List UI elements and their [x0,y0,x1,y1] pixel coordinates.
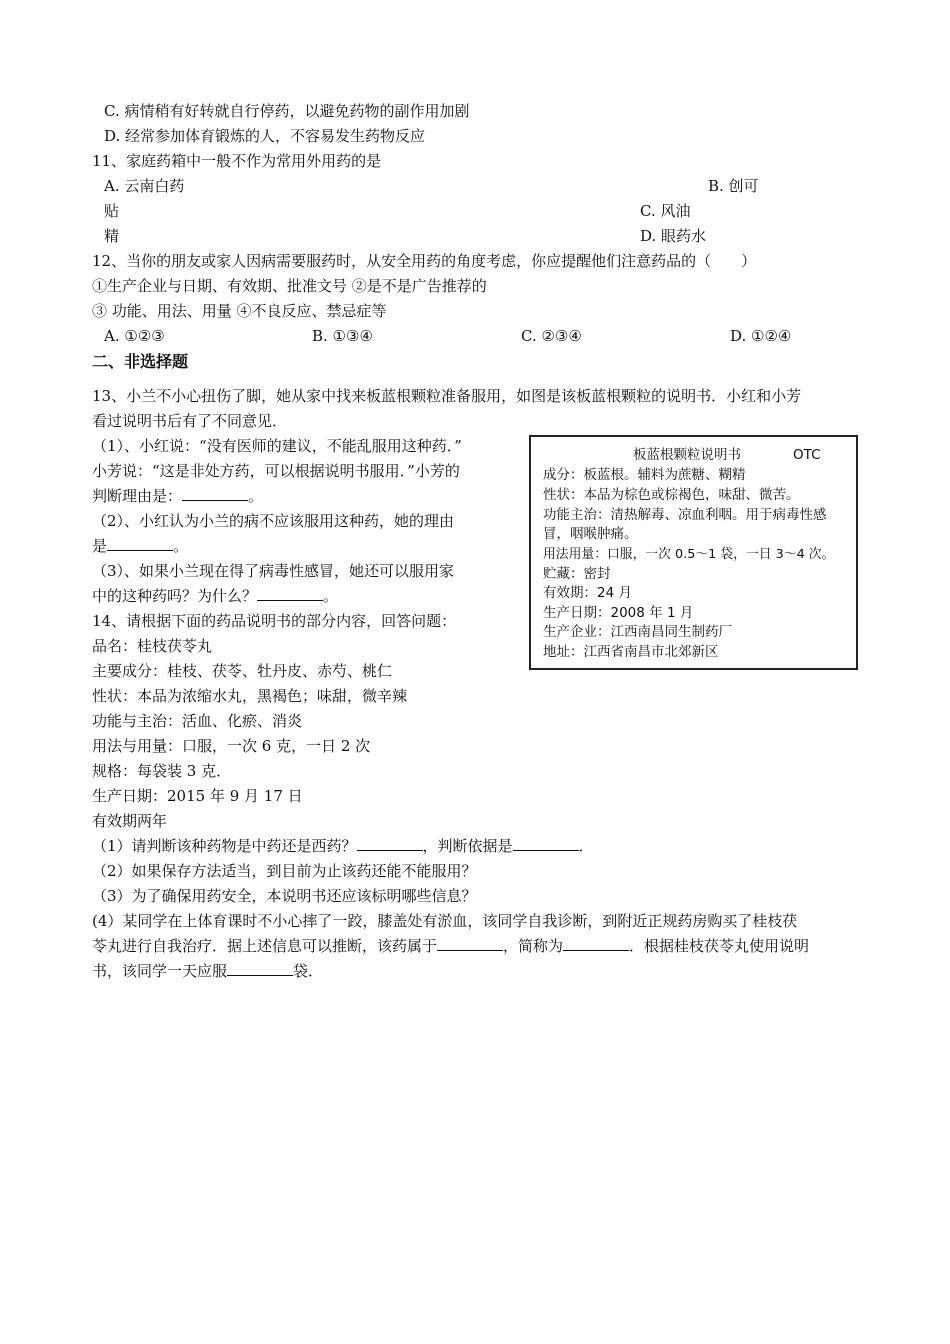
q10-option-c: C. 病情稍有好转就自行停药，以避免药物的副作用加剧 [104,102,470,120]
label-dosage: 用法用量：口服，一次 0.5～1 袋，一日 3～4 次。 [543,547,835,562]
medicine-label-image [529,435,858,670]
q14-part2: （2）如果保存方法适当，到目前为止该药还能不能服用？ [92,862,477,880]
q11-option-c: C. 风油 [640,202,691,220]
answer-blank[interactable] [513,836,579,851]
q11-option-b: B. 创可 [708,177,759,195]
label-function-cont: 冒，咽喉肿痛。 [543,526,638,542]
label-function: 功能主治：清热解毒、凉血利咽。用于病毒性感 [543,507,827,523]
answer-blank[interactable] [257,586,323,601]
q14-stem: 14、请根据下面的药品说明书的部分内容，回答问题： [92,612,457,630]
q14-part4-prompt-3: ．根据桂枝茯苓丸使用说明 [629,937,810,955]
q14-dosage: 用法与用量：口服，一次 6 克，一日 2 次 [92,737,371,755]
label-properties: 性状：本品为棕色或棕褐色，味甜、微苦。 [543,487,800,503]
answer-blank[interactable] [182,486,248,501]
q11-stem: 11、家庭药箱中一般不作为常用外用药的是 [92,152,382,170]
q14-properties: 性状：本品为浓缩水丸，黑褐色；味甜，微辛辣 [92,687,408,705]
q13-stem-1: 13、小兰不小心扭伤了脚，她从家中找来板蓝根颗粒准备服用，如图是该板蓝根颗粒的说明书．小红和小芳 [92,387,802,405]
q14-part1-prompt: （1）请判断该种药物是中药还是西药？ [92,837,357,855]
q14-part4-line3 [92,961,323,981]
q14-part1-prompt-2: ，判断依据是 [422,837,513,855]
q12-items-2: ③ 功能、用法、用量 ④不良反应、禁忌症等 [92,302,387,320]
q14-part4-prompt-5: 袋． [293,962,324,980]
q14-part4-prompt-2: ，简称为 [503,937,564,955]
q14-spec: 规格：每袋装 3 克． [92,762,232,780]
q13-part1-prompt: 判断理由是： [92,487,183,505]
q13-part3-prompt: 中的这种药吗？为什么？ [92,587,258,605]
answer-blank[interactable] [437,936,503,951]
q13-part2-line1: （2）、小红认为小兰的病不应该服用这种药，她的理由 [92,512,455,530]
q12-option-a: A. ①②③ [104,327,165,345]
label-manufacturer: 生产企业：江西南昌同生制药厂 [543,624,732,640]
answer-blank[interactable] [107,536,173,551]
section-heading: 二、非选择题 [92,352,189,371]
punctuation: 。 [248,487,264,505]
q14-part4-prompt-4: 书，该同学一天应服 [92,962,228,980]
q13-part2-prompt: 是 [92,537,108,555]
q12-stem: 12、当你的朋友或家人因病需要服药时，从安全用药的角度考虑，你应提醒他们注意药品的（ ） [92,252,757,270]
answer-blank[interactable] [563,936,629,951]
q10-option-d: D. 经常参加体育锻炼的人，不容易发生药物反应 [104,127,426,145]
label-address: 地址：江西省南昌市北郊新区 [543,644,719,660]
label-storage: 贮藏：密封 [543,566,611,582]
q13-part1-line2: 小芳说：“这是非处方药，可以根据说明书服用．”小芳的 [92,462,460,480]
label-validity: 有效期：24 月 [543,585,632,601]
punctuation: 。 [173,537,189,555]
answer-blank[interactable] [227,961,293,976]
label-otc: OTC [793,447,821,463]
q12-option-c: C. ②③④ [521,327,582,345]
q14-validity: 有效期两年 [92,812,168,830]
q11-option-a: A. 云南白药 [104,177,185,195]
q13-part1-line3 [92,486,263,506]
q12-option-d: D. ①②④ [730,327,792,345]
label-ingredients: 成分：板蓝根。辅料为蔗糖、糊精 [543,467,746,483]
q14-ingredients: 主要成分：桂枝、茯苓、牡丹皮、赤芍、桃仁 [92,662,393,680]
q12-option-b: B. ①③④ [312,327,373,345]
q13-stem-2: 看过说明书后有了不同意见． [92,412,288,430]
label-title: 板蓝根颗粒说明书 [633,447,741,463]
q14-name: 品名：桂枝茯苓丸 [92,637,213,655]
q14-part4-line1: (4）某同学在上体育课时不小心摔了一跤，膝盖处有淤血，该同学自我诊断，到附近正规药房购买了桂枝茯 [92,912,798,930]
q14-part3: （3）为了确保用药安全，本说明书还应该标明哪些信息？ [92,887,477,905]
answer-blank[interactable] [357,836,423,851]
q13-part3-line1: （3）、如果小兰现在得了病毒性感冒，她还可以服用家 [92,562,455,580]
q11-option-c-cont: 精 [104,227,120,245]
q14-part1 [92,836,594,856]
q13-part1-line1: （1）、小红说：“没有医师的建议，不能乱服用这种药．” [92,437,462,455]
q13-part3-line2 [92,586,338,606]
q11-option-b-cont: 贴 [104,202,120,220]
q14-part4-line2 [92,936,809,956]
punctuation: ． [578,837,594,855]
q13-part2-line2 [92,536,188,556]
punctuation: 。 [323,587,339,605]
q14-part4-prompt: 苓丸进行自我治疗．据上述信息可以推断，该药属于 [92,937,438,955]
q14-production-date: 生产日期：2015 年 9 月 17 日 [92,787,303,805]
q14-function: 功能与主治：活血、化瘀、消炎 [92,712,303,730]
q11-option-d: D. 眼药水 [640,227,707,245]
label-production-date: 生产日期：2008 年 1 月 [543,605,694,621]
q12-items-1: ①生产企业与日期、有效期、批准文号 ②是不是广告推荐的 [92,277,487,295]
